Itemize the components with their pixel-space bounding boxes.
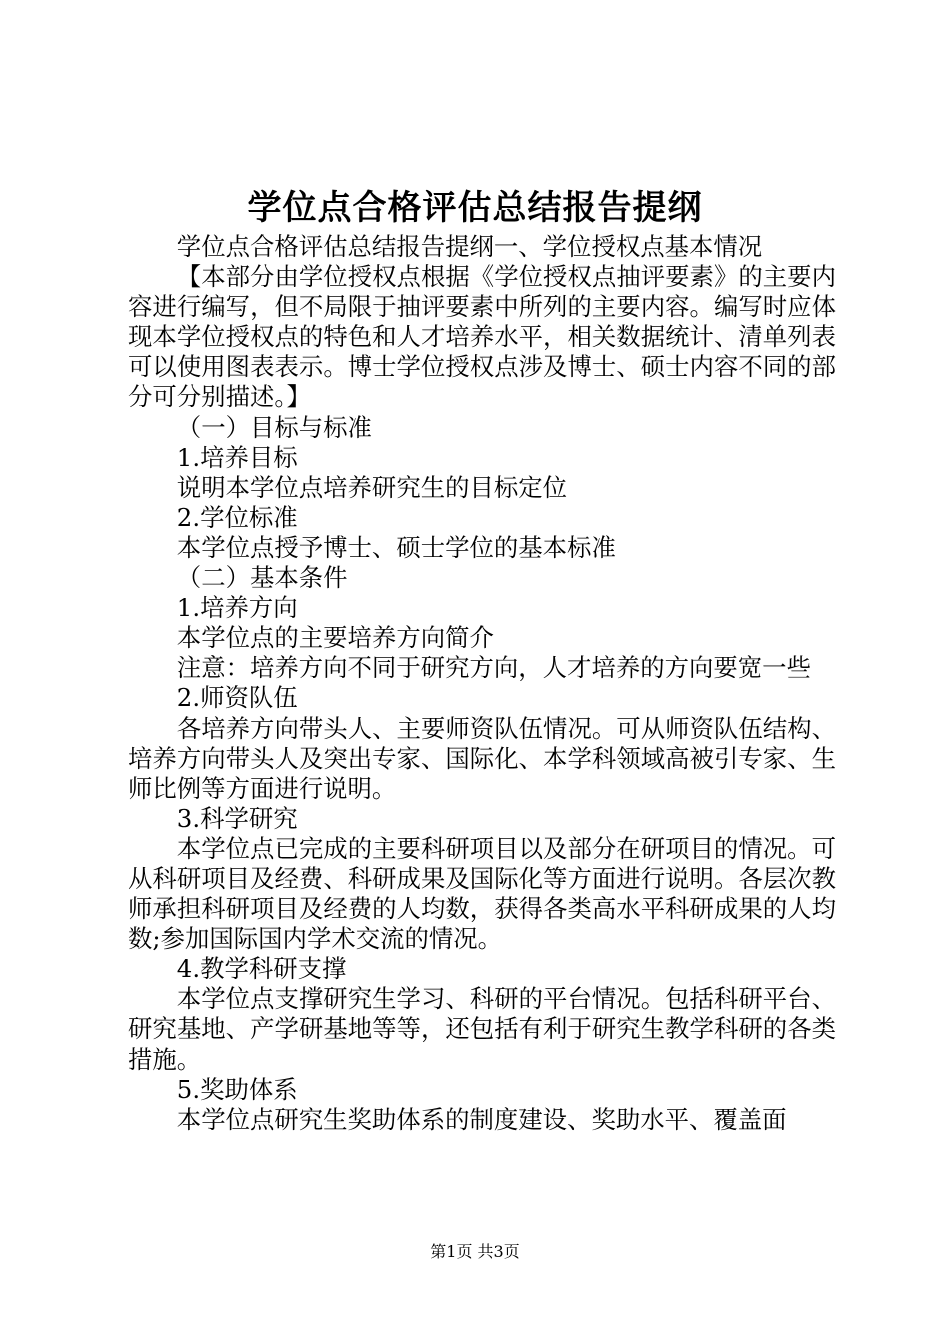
item-text: 本学位点的主要培养方向简介 xyxy=(176,623,494,653)
item-text: 本学位点授予博士、硕士学位的基本标准 xyxy=(176,532,616,562)
item-heading: 5.奖助体系 xyxy=(176,1074,298,1104)
item-text: 说明本学位点培养研究生的目标定位 xyxy=(176,472,568,502)
item-heading: 2.学位标准 xyxy=(176,502,298,532)
item-heading: 2.师资队伍 xyxy=(176,683,298,713)
paragraph-note: 【本部分由学位授权点根据《学位授权点抽评要素》的主要内容进行编写，但不局限于抽评要素中所列的主要内容。编写时应体现本学位授权点的特色和人才培养水平，相关数据统计、清单列表可以使用图表表示。博士学位授权点涉及博士、硕士内容不同的部分可分别描述。】 xyxy=(128,262,836,412)
item-heading: 1.培养方向 xyxy=(176,593,298,623)
item-text: 各培养方向带头人、主要师资队伍情况。可从师资队伍结构、培养方向带头人及突出专家、国际化、本学科领域高被引专家、生师比例等方面进行说明。 xyxy=(128,713,836,803)
item-text: 本学位点支撑研究生学习、科研的平台情况。包括科研平台、研究基地、产学研基地等等，还包括有利于研究生教学科研的各类措施。 xyxy=(128,984,836,1074)
page-footer: 第1页 共3页 xyxy=(430,1242,520,1261)
item-text: 本学位点研究生奖助体系的制度建设、奖助水平、覆盖面 xyxy=(176,1104,787,1134)
section-heading-conditions: （二）基本条件 xyxy=(176,563,348,593)
paragraph-intro: 学位点合格评估总结报告提纲一、学位授权点基本情况 xyxy=(176,232,763,261)
document-body xyxy=(128,232,836,1135)
document-title: 学位点合格评估总结报告提纲 xyxy=(247,188,703,228)
item-heading: 4.教学科研支撑 xyxy=(176,954,347,984)
item-text: 本学位点已完成的主要科研项目以及部分在研项目的情况。可从科研项目及经费、科研成果及国际化等方面进行说明。各层次教师承担科研项目及经费的人均数，获得各类高水平科研成果的人均数;参加国际国内学术交流的情况。 xyxy=(128,833,836,954)
item-heading: 1.培养目标 xyxy=(176,442,298,472)
item-heading: 3.科学研究 xyxy=(176,803,298,833)
section-heading-goals: （一）目标与标准 xyxy=(176,412,372,442)
item-note: 注意：培养方向不同于研究方向，人才培养的方向要宽一些 xyxy=(176,653,811,683)
